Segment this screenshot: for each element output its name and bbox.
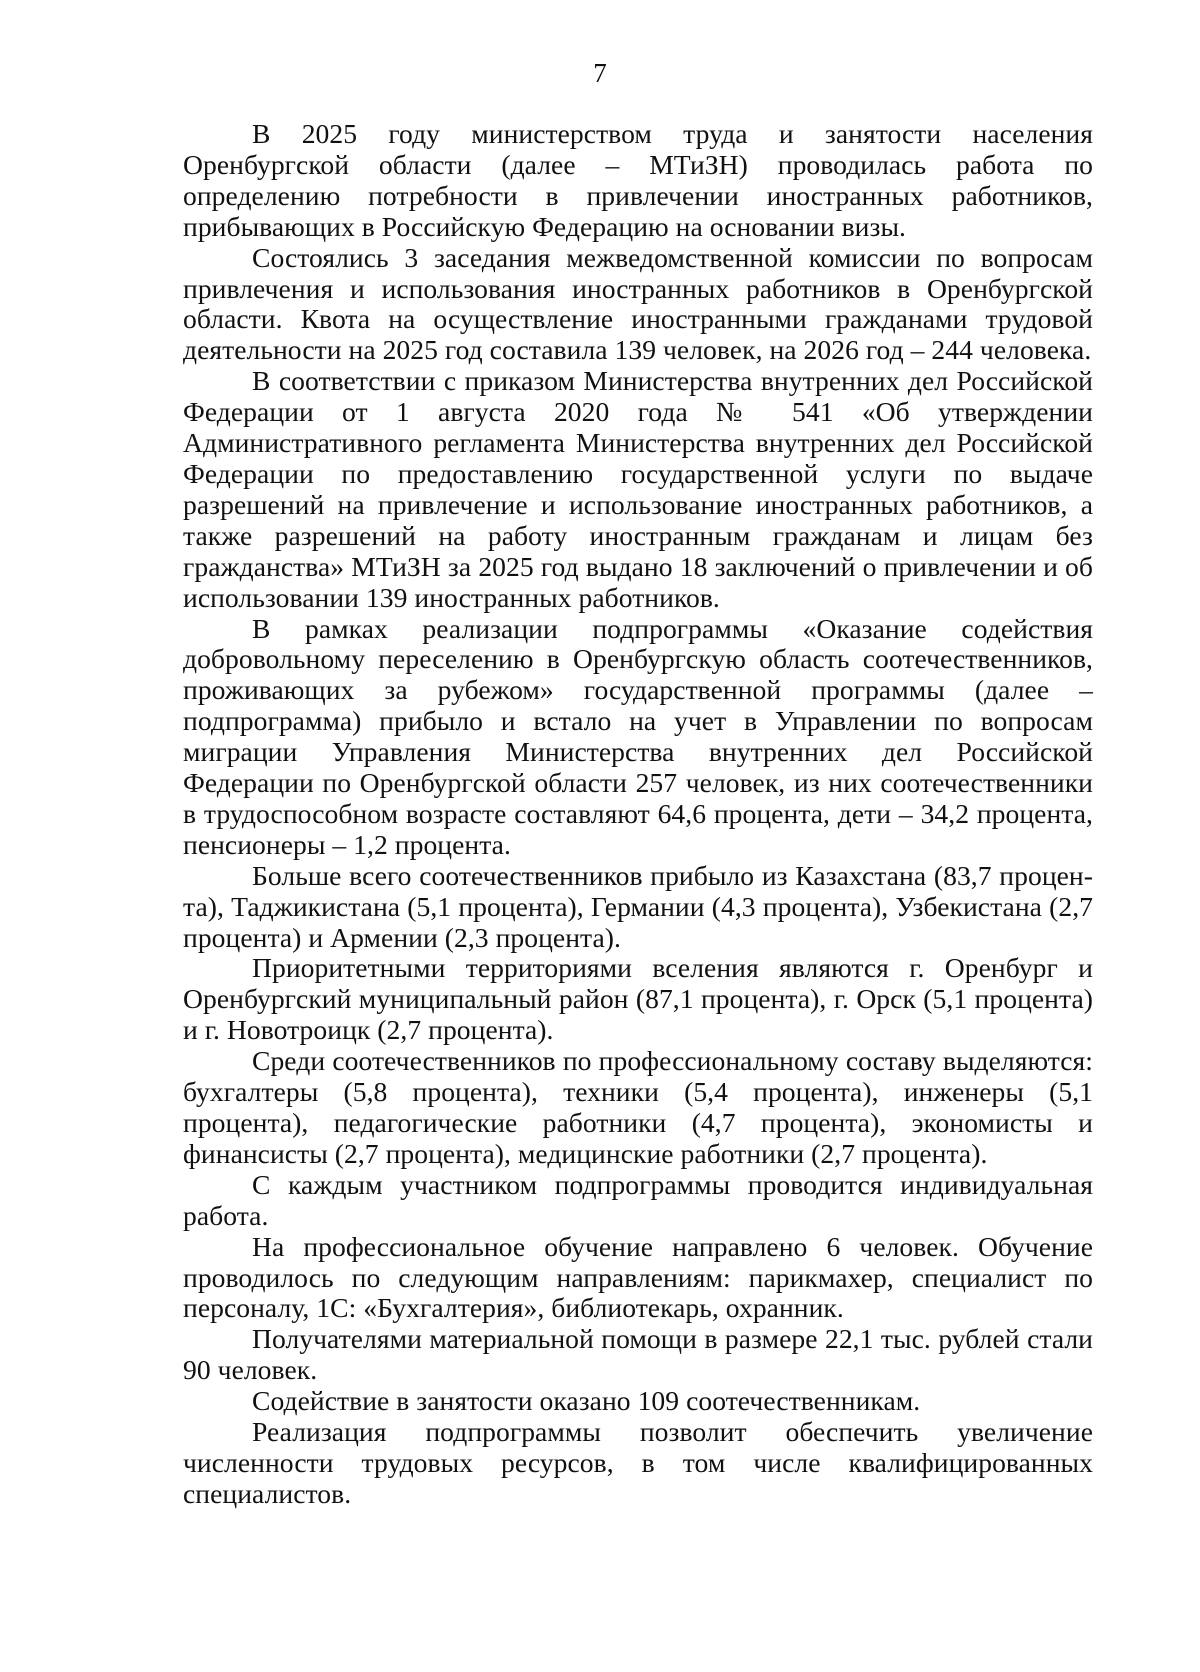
paragraph-vocational-training: На профессиональное обучение направлено 6 человек. Обучение проводилось по следующим направлениям: парикмахер, специалист по персоналу, 1С: «Бухгалтерия», библиотекарь, охранник.: [183, 1230, 1093, 1324]
paragraph-visa-workers: В 2025 году министерством труда и занятости населения Оренбургской области (далее – МТиЗН) проводилась работа по определению потребности в привлечении иностранных работников, прибывающих в Российскую Федерацию на основании визы.: [183, 118, 1093, 242]
paragraph-priority-territories: Приоритетными территориями вселения являются г. Оренбург и Оренбургский муниципальный район (87,1 процента), г. Орск (5,1 процента) и г. Новотроицк (2,7 процента).: [183, 952, 1093, 1046]
paragraph-professions: Среди соотечественников по профессиональному составу выделяются: бухгалтеры (5,8 процента), техники (5,4 процента), инженеры (5,1 процента), педагогические работники (4,7 процента), экономисты и финансисты (2,7 процента), медицинские работники (2,7 процента).: [183, 1045, 1093, 1169]
paragraph-origin-countries: Больше всего соотечественников прибыло из Казахстана (83,7 процен-та), Таджикистана (5,1 процента), Германии (4,3 процента), Узбекистана (2,7 процента) и Армении (2,3 процента).: [183, 859, 1093, 953]
paragraph-resettlement-subprogram: В рамках реализации подпрограммы «Оказание содействия добровольному переселению в Оренбургскую область соотечественников, проживающих за рубежом» государственной программы (далее – подпрограмма) прибыло и встало на учет в Управлении по вопросам миграции Управления Министерства внутренних дел Российской Федерации по Оренбургской области 257 человек, из них соотечественники в трудоспособном возрасте составляют 64,6 процента, дети – 34,2 процента, пенсионеры – 1,2 процента.: [183, 612, 1093, 860]
paragraph-material-aid: Получателями материальной помощи в размере 22,1 тыс. рублей стали 90 человек.: [183, 1323, 1093, 1386]
paragraph-employment-assistance: Содействие в занятости оказано 109 соотечественникам.: [252, 1385, 921, 1417]
paragraph-mvd-order: В соответствии с приказом Министерства внутренних дел Российской Федерации от 1 августа 2020 года № 541 «Об утверждении Административного регламента Министерства внутренних дел Российской Федерации по предоставлению государственной услуги по выдаче разрешений на привлечение и использование иностранных работников, а также разрешений на работу иностранным гражданам и лицам без гражданства» МТиЗН за 2025 год выдано 18 заключений о привлечении и об использовании 139 иностранных работников.: [183, 365, 1093, 613]
paragraph-individual-work: С каждым участником подпрограммы проводится индивидуальная работа.: [183, 1168, 1093, 1231]
page-number: 7: [593, 58, 607, 88]
paragraph-subprogram-outcome: Реализация подпрограммы позволит обеспечить увеличение численности трудовых ресурсов, в том числе квалифицированных специалистов.: [183, 1416, 1093, 1509]
paragraph-commission-quota: Состоялись 3 заседания межведомственной комиссии по вопросам привлечения и использования иностранных работников в Оренбургской области. Квота на осуществление иностранными гражданами трудовой деятельности на 2025 год составила 139 человек, на 2026 год – 244 человека.: [183, 241, 1093, 366]
document-body: [183, 119, 1093, 1510]
